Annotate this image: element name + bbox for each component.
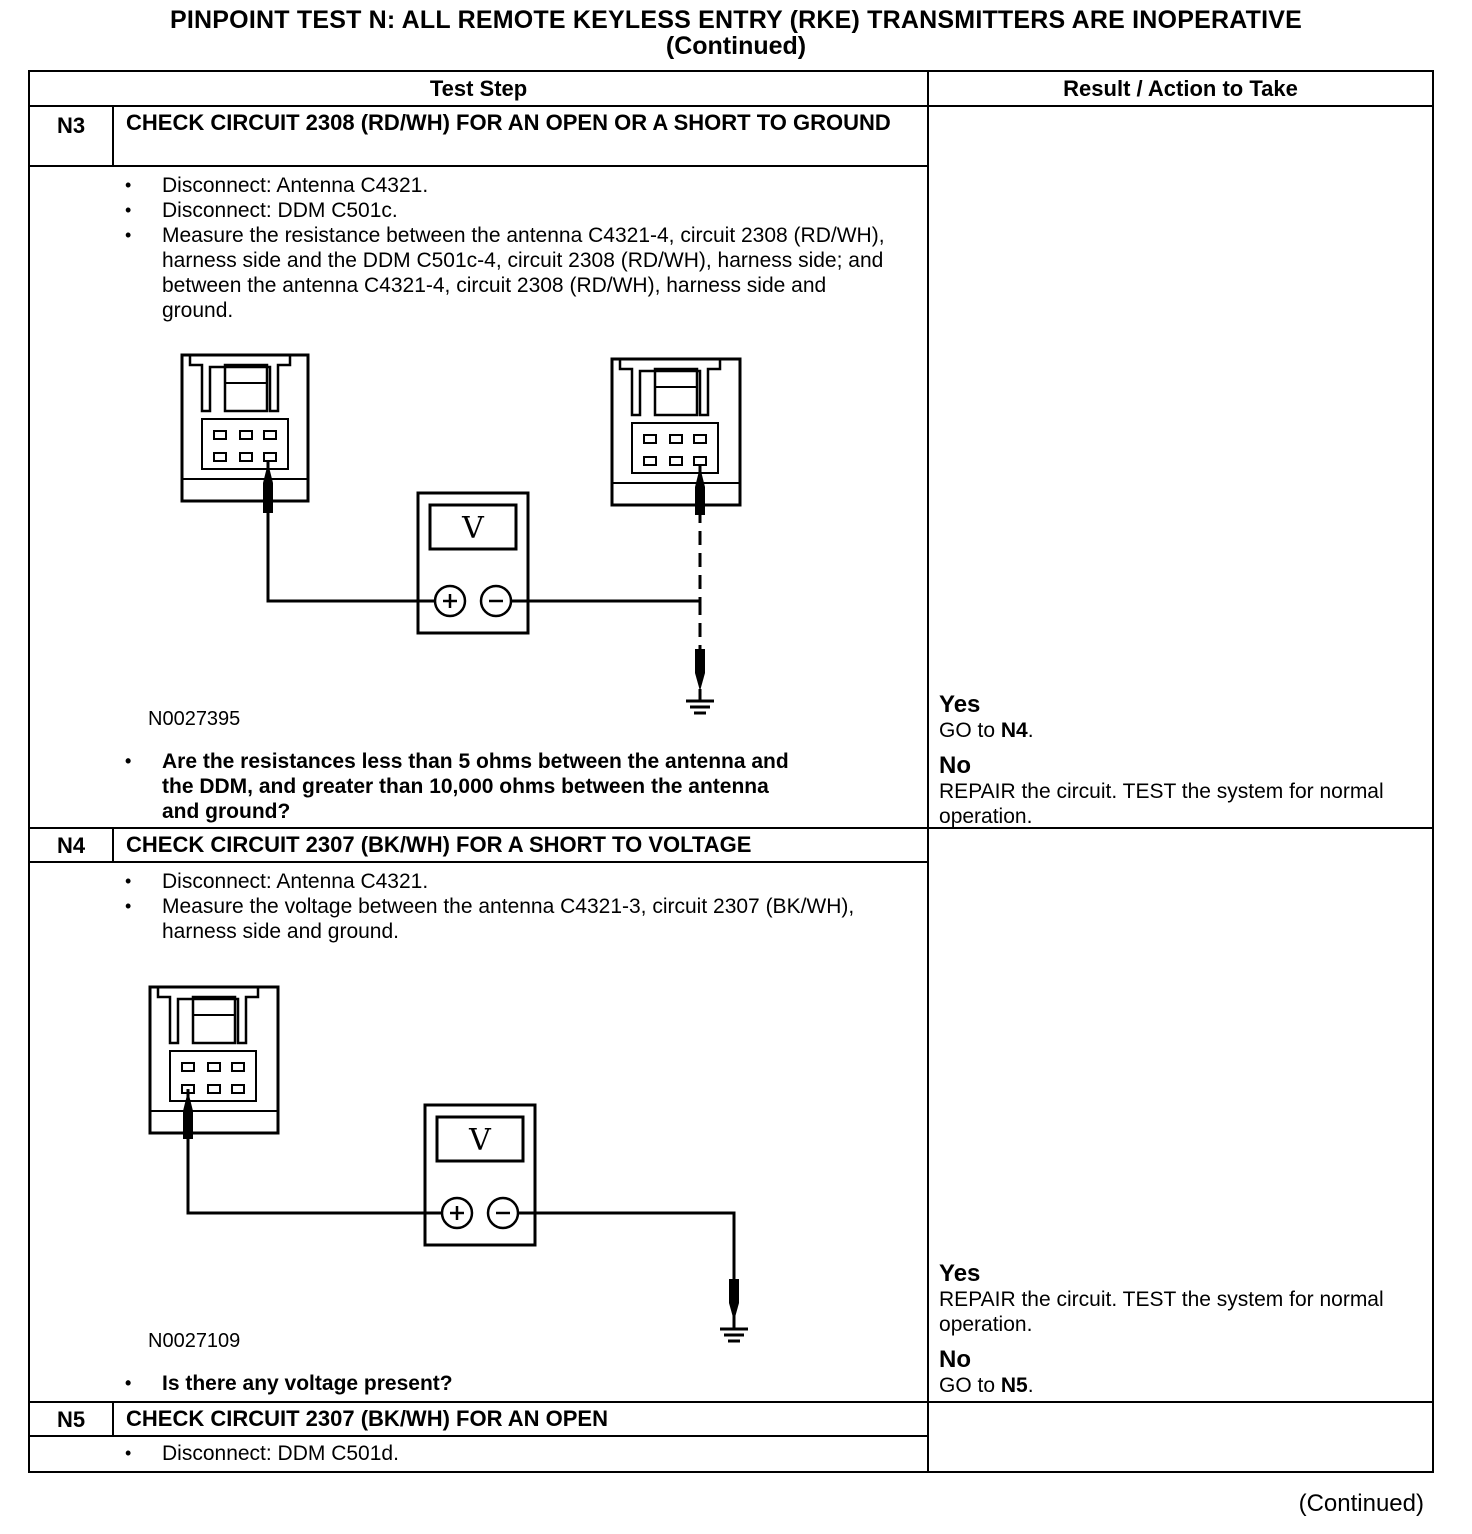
result-no	[939, 753, 1422, 829]
no-text: GO to	[939, 1374, 996, 1397]
question-list	[30, 749, 845, 824]
ground-icon	[720, 1319, 748, 1341]
step-header-row	[29, 1402, 1433, 1436]
ddm-connector-icon	[612, 359, 740, 505]
step-id: N5	[29, 1402, 113, 1436]
column-header-result: Result / Action to Take	[928, 71, 1433, 106]
no-step-ref[interactable]: N5	[1000, 1374, 1028, 1397]
list-item: • Disconnect: Antenna C4321.	[30, 173, 927, 198]
list-item: • Disconnect: Antenna C4321.	[30, 869, 927, 894]
table-header-row	[29, 71, 1433, 106]
figure-id: N0027395	[148, 708, 241, 730]
result-no	[939, 1347, 1422, 1398]
yes-label: Yes	[939, 1260, 981, 1287]
figure-id: N0027109	[148, 1330, 241, 1352]
list-item: • Disconnect: DDM C501d.	[30, 1441, 927, 1466]
yes-text: GO to	[939, 719, 996, 742]
n4-wiring-diagram	[140, 983, 760, 1343]
page-subtitle: (Continued)	[665, 32, 807, 60]
no-label: No	[939, 1346, 972, 1373]
list-item: • Measure the voltage between the antenna C4321-3, circuit 2307 (BK/WH), harness side and ground.	[30, 894, 927, 944]
result-cell	[928, 1402, 1433, 1472]
antenna-connector-icon	[150, 987, 278, 1133]
action-list	[30, 869, 927, 944]
column-header-test-step: Test Step	[29, 71, 928, 106]
no-text: REPAIR the circuit. TEST the system for normal operation.	[939, 780, 1384, 828]
yes-text-end: .	[1027, 719, 1034, 742]
result-yes	[939, 692, 1422, 743]
question-list	[30, 1371, 845, 1396]
step-title: CHECK CIRCUIT 2307 (BK/WH) FOR A SHORT TO VOLTAGE	[113, 828, 928, 862]
result-cell	[928, 828, 1433, 1402]
n3-wiring-diagram	[170, 353, 790, 723]
antenna-connector-icon	[182, 355, 308, 501]
no-label: No	[939, 752, 972, 779]
step-title: CHECK CIRCUIT 2308 (RD/WH) FOR AN OPEN OR A SHORT TO GROUND	[113, 106, 928, 166]
step-id: N4	[29, 828, 113, 862]
step-header-row	[29, 828, 1433, 862]
meter-label: V	[469, 1123, 491, 1158]
ground-icon	[686, 691, 714, 713]
action-list	[30, 173, 927, 323]
step-body	[29, 862, 928, 1402]
list-item: • Are the resistances less than 5 ohms between the antenna and the DDM, and greater than 10,000 ohms between the antenna and ground?	[30, 749, 845, 824]
result-cell	[928, 106, 1433, 828]
result-yes	[939, 1261, 1422, 1337]
step-body	[29, 166, 928, 828]
step-body	[29, 1436, 928, 1472]
step-id: N3	[29, 106, 113, 166]
continued-footer: (Continued)	[1298, 1490, 1424, 1517]
list-item: • Measure the resistance between the antenna C4321-4, circuit 2308 (RD/WH), harness side and the DDM C501c-4, circuit 2308 (RD/WH), harness side; and between the antenna C4321-4, circuit 2308 (RD/WH), harness side and ground.	[30, 223, 927, 323]
pinpoint-test-table	[28, 70, 1434, 1473]
yes-label: Yes	[939, 691, 981, 718]
step-header-row	[29, 106, 1433, 166]
action-list	[30, 1441, 927, 1466]
no-text-end: .	[1027, 1374, 1034, 1397]
list-item: • Disconnect: DDM C501c.	[30, 198, 927, 223]
page-title: PINPOINT TEST N: ALL REMOTE KEYLESS ENTRY (RKE) TRANSMITTERS ARE INOPERATIVE	[170, 6, 1302, 34]
step-title: CHECK CIRCUIT 2307 (BK/WH) FOR AN OPEN	[113, 1402, 928, 1436]
yes-step-ref[interactable]: N4	[1000, 719, 1028, 742]
yes-text: REPAIR the circuit. TEST the system for normal operation.	[939, 1288, 1384, 1336]
meter-label: V	[462, 511, 484, 546]
list-item: • Is there any voltage present?	[30, 1371, 845, 1396]
